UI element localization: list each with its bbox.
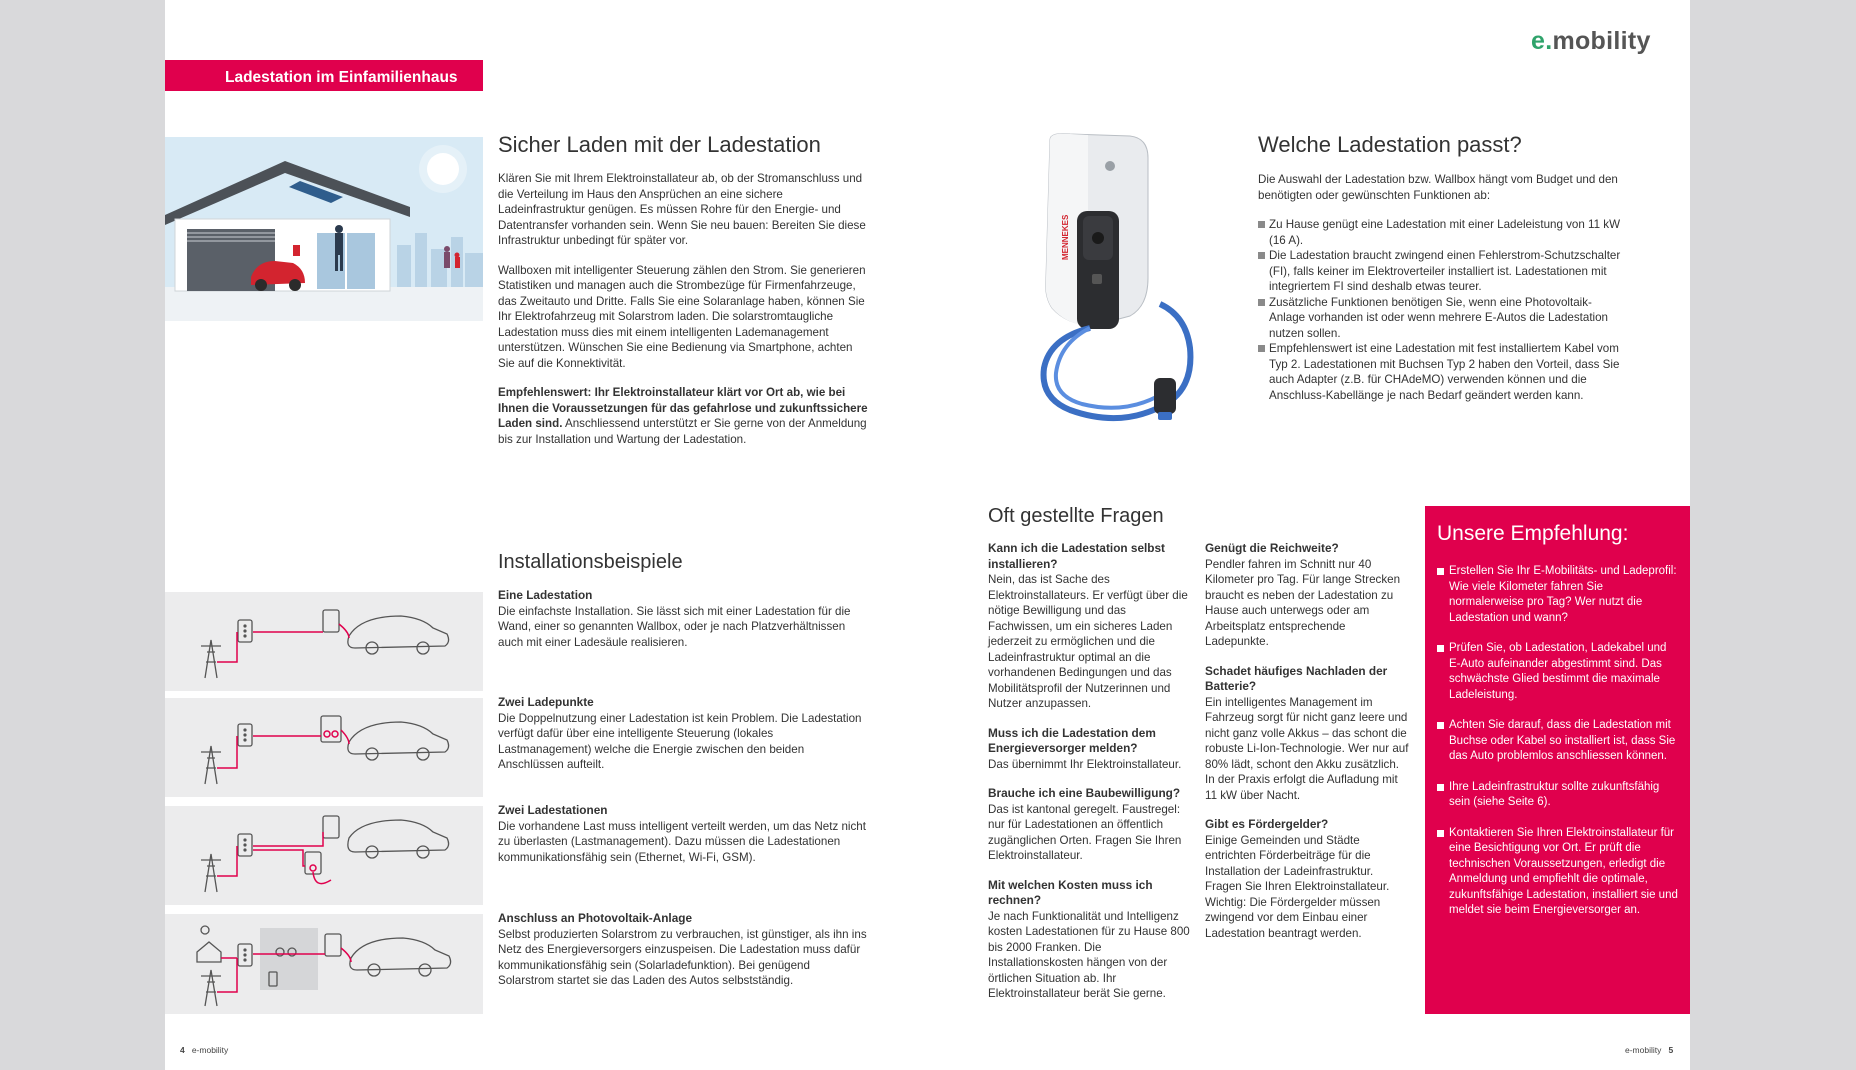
recommendation-list <box>1437 564 1678 919</box>
section-tag: Ladestation im Einfamilienhaus <box>165 60 483 91</box>
install-item-2: Zwei Ladepunkte Die Doppelnutzung einer Ladestation ist kein Problem. Die Ladestation verfügt dafür über eine intelligente Steuerung (lokales Lastmanagement) welche die Energie zwischen den beiden Anschlüssen aufteilt. <box>498 695 862 771</box>
footer-right: e-mobility 5 <box>1625 1045 1674 1055</box>
faq-item: Mit welchen Kosten muss ich rechnen? Je nach Funktionalität und Intelligenz kosten Ladestationen für zu Hause 800 bis 2000 Franken. Die Installationskosten hängen von der örtlichen Situation ab. Ihr Elektroinstallateur berät Sie gerne. <box>988 877 1190 1000</box>
left-title: Sicher Laden mit der Ladestation <box>498 132 821 157</box>
left-para-3: Empfehlenswert: Ihr Elektroinstallateur klärt vor Ort ab, wie bei Ihnen die Voraussetzungen für das gefahrlose und zukunftssichere Laden sind. Anschliessend unterstützt er Sie gerne von der Anmeldung bis zur Installation und Wartung der Ladestation. <box>498 386 868 446</box>
left-para-2: Wallboxen mit intelligenter Steuerung zählen den Strom. Sie generieren Statistiken und managen auch die Strombezüge für Firmenfahrzeuge, das Zweitauto und Dritte. Falls Sie eine Solaranlage haben, können Sie Ihr Elektrofahrzeug mit Solarstrom laden. Die solarstromtaugliche Ladestation muss dies mit einem intelligenten Lademanagement unterstützen. Wünschen Sie eine Bedienung via Smartphone, achten Sie auf die Konnektivität. <box>498 263 866 370</box>
install-item-1: Eine Ladestation Die einfachste Installation. Sie lässt sich mit einer Ladestation für die Wand, einer so genannten Wallbox, oder je nach Platzverhältnissen auch mit einer Ladesäule realisieren. <box>498 588 851 649</box>
right-bullets <box>1258 217 1623 403</box>
recommendation-item: Kontaktieren Sie Ihren Elektroinstallateur für eine Besichtigung vor Ort. Er prüft die technischen Voraussetzungen, erledigt die Anmeldung und empfiehlt die optimale, zukunftsfähige Ladestation, installiert sie und meldet sie beim Energieversorger an. <box>1437 826 1678 919</box>
emobility-logo: e.mobility <box>1531 27 1651 55</box>
recommendation-item: Erstellen Sie Ihr E-Mobilitäts- und Ladeprofil: Wie viele Kilometer fahren Sie normalerweise pro Tag? Wer nutzt die Ladestation und wann? <box>1437 564 1678 626</box>
faq-title: Oft gestellte Fragen <box>988 505 1164 527</box>
right-bullet: Zusätzliche Funktionen benötigen Sie, wenn eine Photovoltaik-Anlage vorhanden ist oder wenn mehrere E-Autos die Ladestation nutzen sollen. <box>1258 295 1623 342</box>
faq-column-1 <box>988 541 1193 1002</box>
install-title: Installationsbeispiele <box>498 551 683 573</box>
install-diagram-3 <box>165 806 483 905</box>
install-item-3: Zwei Ladestationen Die vorhandene Last muss intelligent verteilt werden, um das Netz nicht zu überlasten (Lastmanagement). Dazu müssen die Ladestationen kommunikationsfähig sein (Ethernet, Wi-Fi, GSM). <box>498 803 866 864</box>
recommendation-item: Ihre Ladeinfrastruktur sollte zukunftsfähig sein (siehe Seite 6). <box>1437 780 1678 811</box>
recommendation-item: Achten Sie darauf, dass die Ladestation mit Buchse oder Kabel so installiert ist, dass Sie das Auto problemlos anschliessen können. <box>1437 718 1678 765</box>
install-diagram-1 <box>165 592 483 691</box>
recommendation-title: Unsere Empfehlung: <box>1437 522 1629 545</box>
left-body <box>498 171 868 461</box>
house-illustration <box>165 137 483 321</box>
faq-column-2 <box>1205 541 1410 941</box>
recommendation-box <box>1425 506 1690 1014</box>
faq-item: Gibt es Fördergelder? Einige Gemeinden und Städte entrichten Förderbeiträge für die Installation der Ladeinfrastruktur. Fragen Sie Ihren Elektroinstallateur. Wichtig: Die Fördergelder müssen zwingend vor dem Einbau einer Ladestation beantragt werden. <box>1205 817 1390 940</box>
left-para-1: Klären Sie mit Ihrem Elektroinstallateur ab, ob der Stromanschluss und die Verteilung im Haus den Ansprüchen an eine sichere Ladeinfrastruktur genügen. Es müssen Rohre für den Energie- und Datentransfer vorhanden sein. Wenn Sie neu bauen: Bereiten Sie diese Infrastruktur unbedingt für später vor. <box>498 172 866 247</box>
faq-item: Genügt die Reichweite? Pendler fahren im Schnitt nur 40 Kilometer pro Tag. Für lange Strecken braucht es neben der Ladestation zu Hause auch unterwegs oder am Arbeitsplatz entsprechende Ladepunkte. <box>1205 541 1401 648</box>
install-diagram-2 <box>165 698 483 797</box>
right-bullet: Die Ladestation braucht zwingend einen Fehlerstrom-Schutzschalter (FI), falls keiner im Elektroverteiler installiert ist. Ladestationen mit integriertem FI sind deshalb etwas teurer. <box>1258 248 1623 295</box>
install-diagram-4 <box>165 914 483 1014</box>
faq-item: Brauche ich eine Baubewilligung? Das ist kantonal geregelt. Faustregel: nur für Ladestationen an öffentlich zugänglichen Orten. Fragen Sie Ihren Elektroinstallateur. <box>988 786 1182 862</box>
faq-item: Muss ich die Ladestation dem Energieversorger melden? Das übernimmt Ihr Elektroinstallateur. <box>988 725 1182 771</box>
right-bullet: Zu Hause genügt eine Ladestation mit einer Ladeleistung von 11 kW (16 A). <box>1258 217 1623 248</box>
right-body <box>1258 172 1623 403</box>
install-item-4: Anschluss an Photovoltaik-Anlage Selbst produzierten Solarstrom zu verbrauchen, ist günstiger, als ihn ins Netz des Energieversorgers einzuspeisen. Die Ladestation muss dafür kommunikationsfähig sein (Solarladefunktion). Bei genügend Solarstrom startet sie das Laden des Autos selbstständig. <box>498 911 867 987</box>
right-intro: Die Auswahl der Ladestation bzw. Wallbox hängt vom Budget und den benötigten oder gewünschten Funktionen ab: <box>1258 173 1618 202</box>
faq-item: Schadet häufiges Nachladen der Batterie? Ein intelligentes Management im Fahrzeug sorgt für nicht ganz leere und nicht ganz volle Akkus – das schont die robuste Li-Ion-Technologie. Wer nur auf 80% lädt, schont den Akku zusätzlich. In der Praxis erfolgt die Aufladung mit 11 kW über Nacht. <box>1205 663 1409 802</box>
wallbox-image <box>1030 128 1220 433</box>
recommendation-item: Prüfen Sie, ob Ladestation, Ladekabel und E-Auto aufeinander abgestimmt sind. Das schwächste Glied bestimmt die maximale Ladeleistung. <box>1437 641 1678 703</box>
footer-left: 4 e-mobility <box>180 1045 229 1055</box>
faq-item: Kann ich die Ladestation selbst installieren? Nein, das ist Sache des Elektroinstallateurs. Er verfügt über die nötige Bewilligung und das Fachwissen, um ein sicheres Laden jederzeit zu ermöglichen und die Ladeinfrastruktur optimal an die vorhandenen Bedingungen und das Mobilitätsprofil der Nutzerinnen und Nutzer anzupassen. <box>988 541 1188 710</box>
right-bullet: Empfehlenswert ist eine Ladestation mit fest installiertem Kabel vom Typ 2. Ladestationen mit Buchsen Typ 2 haben den Vorteil, dass Sie auch Adapter (z.B. für CHAdeMO) verwenden können und die Anschluss-Kabellänge je nach Bedarf geändert werden kann. <box>1258 341 1623 403</box>
right-title: Welche Ladestation passt? <box>1258 132 1522 157</box>
wallbox-brand: MENNEKES <box>1061 214 1070 260</box>
